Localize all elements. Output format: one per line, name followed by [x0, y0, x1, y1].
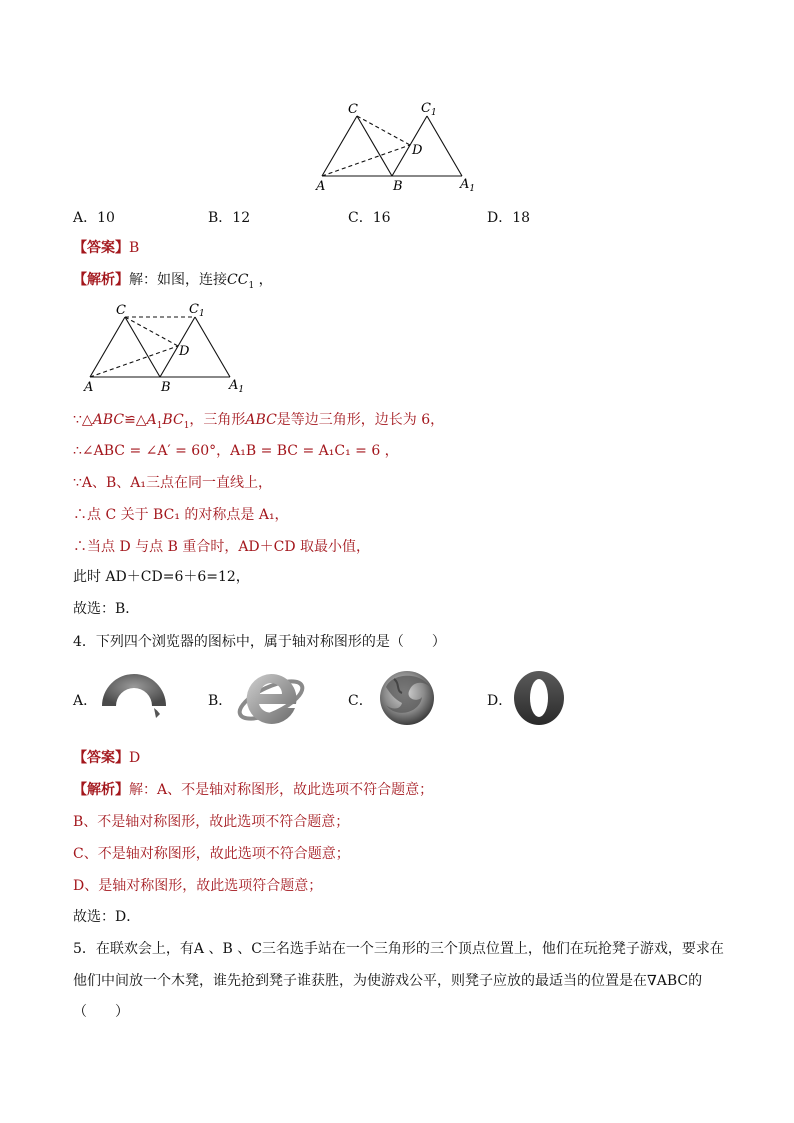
label-d: D [412, 143, 423, 158]
q4-analysis-2: B、不是轴对称图形，故此选项不符合题意； [73, 814, 350, 830]
q3-step-6: 此时 AD＋CD=6＋6=12， [73, 569, 250, 585]
triangle-figure-2 [78, 298, 258, 394]
opera-browser-icon[interactable] [512, 670, 566, 726]
label-c: C [348, 102, 358, 117]
firefox-browser-icon[interactable] [374, 669, 440, 727]
triangle-figure-1 [310, 98, 480, 194]
q4-analysis-4: D、是轴对称图形，故此选项符合题意； [73, 878, 323, 894]
q3-option-b[interactable]: B．12 [208, 210, 251, 226]
label-a1: $A_1$ [460, 177, 476, 194]
q3-step-7: 故选：B． [73, 601, 140, 617]
q4-answer: 【答案】D [73, 750, 141, 766]
q3-step-4: ∴点 C 关于 BC₁ 的对称点是 A₁， [73, 507, 289, 523]
label-a: A [316, 179, 326, 194]
q5-stem-line-3: （ ） [73, 1004, 129, 1020]
q3-answer: 【答案】B [73, 240, 140, 256]
label-c: C [116, 303, 126, 318]
q3-option-d[interactable]: D．18 [487, 210, 531, 226]
ie-browser-icon[interactable] [234, 666, 308, 732]
q4-option-b-letter[interactable]: B． [208, 693, 233, 709]
label-b: B [393, 179, 403, 194]
label-a: A [84, 380, 94, 394]
label-a1: $A_1$ [229, 378, 245, 394]
q3-option-a[interactable]: A．10 [73, 210, 115, 226]
q3-analysis-intro: 【解析】解：如图，连接$CC_1$ ， [73, 272, 273, 291]
q3-option-c[interactable]: C．16 [348, 210, 391, 226]
q5-stem-line-1: 5．在联欢会上，有A 、B 、C三名选手站在一个三角形的三个顶点位置上，他们在玩抢凳子游戏，要求在 [73, 941, 724, 957]
q4-analysis-1: 【解析】解：A、不是轴对称图形，故此选项不符合题意； [73, 782, 434, 798]
q4-option-d-letter[interactable]: D． [487, 693, 513, 709]
q4-analysis-3: C、不是轴对称图形，故此选项不符合题意； [73, 846, 350, 862]
q4-analysis-5: 故选：D． [73, 909, 141, 925]
q5-stem-line-2: 他们中间放一个木凳，谁先抢到凳子谁获胜，为使游戏公平，则凳子应放的最适当的位置是在∇ABC的 [73, 973, 703, 989]
label-c1: $C_1$ [421, 101, 437, 118]
label-b: B [161, 380, 171, 394]
q3-step-2: ∴∠ABC = ∠A′ = 60°，A₁B = BC = A₁C₁ = 6 ， [73, 443, 399, 459]
q4-option-c-letter[interactable]: C． [348, 693, 373, 709]
q3-step-3: ∵A、B、A₁三点在同一直线上， [73, 475, 273, 491]
arc-browser-icon[interactable] [98, 668, 170, 728]
label-d: D [179, 344, 190, 359]
q4-stem: 4．下列四个浏览器的图标中，属于轴对称图形的是（ ） [73, 634, 446, 650]
q4-option-a-letter[interactable]: A． [73, 693, 98, 709]
q3-step-5: ∴当点 D 与点 B 重合时，AD＋CD 取最小值， [73, 539, 371, 555]
q3-step-1: $\because\triangle ABC≌\triangle A_1BC_1$，三角形ABC是等边三角形，边长为 6， [73, 412, 445, 431]
label-c1: $C_1$ [189, 302, 205, 319]
